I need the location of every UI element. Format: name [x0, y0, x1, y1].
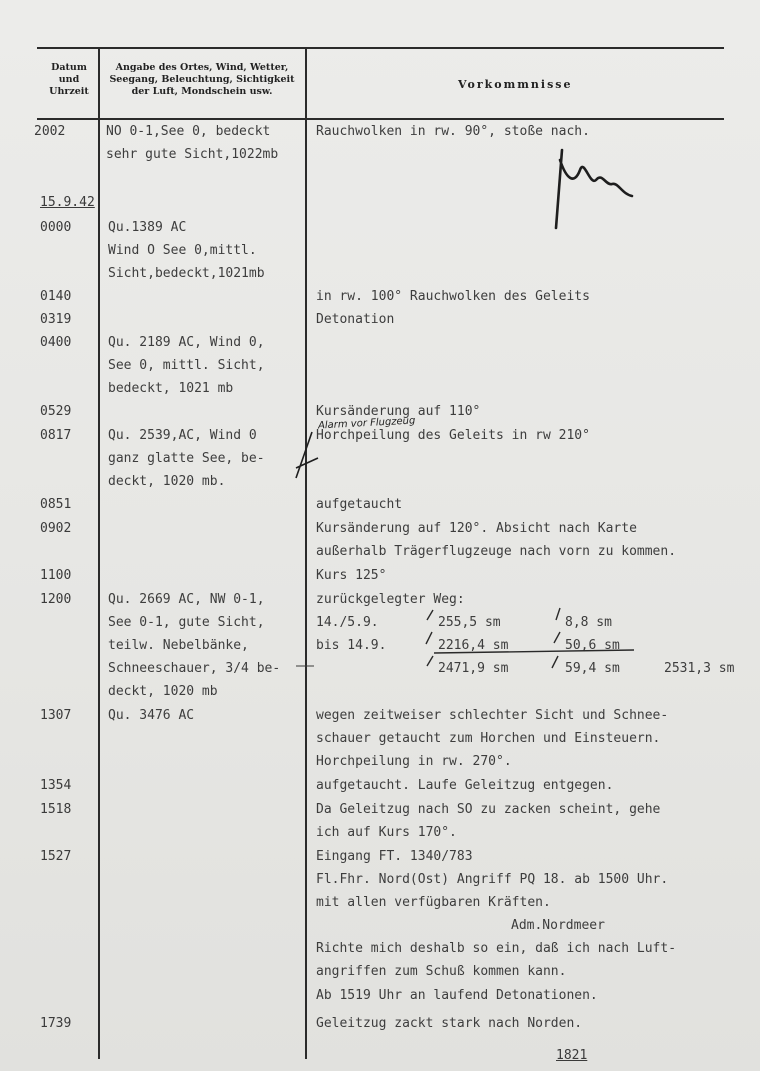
time-0319: 0319: [40, 312, 72, 327]
event-0529-line: Kursänderung auf 110°: [316, 404, 481, 419]
distance-row3-submerged: 59,4 sm: [565, 661, 620, 676]
event-2002-line: Rauchwolken in rw. 90°, stoße nach.: [316, 124, 590, 139]
time-1518: 1518: [40, 802, 72, 817]
header-place-line: Seegang, Beleuchtung, Sichtigkeit: [109, 74, 295, 85]
distance-row2-surface: 2216,4 sm: [438, 638, 509, 653]
event-1100-line: Kurs 125°: [316, 568, 387, 583]
place-1200-line: deckt, 1020 mb: [108, 684, 218, 699]
time-1354: 1354: [40, 778, 72, 793]
time-0000: 0000: [40, 220, 72, 235]
time-1527: 1527: [40, 849, 72, 864]
event-1527-line: mit allen verfügbaren Kräften.: [316, 895, 551, 910]
event-1518-line: ich auf Kurs 170°.: [316, 825, 457, 840]
event-1307-line: wegen zeitweiser schlechter Sicht und Schnee-: [316, 708, 669, 723]
place-0400-line: bedeckt, 1021 mb: [108, 381, 234, 396]
event-followup-line: Richte mich deshalb so ein, daß ich nach Luft-: [316, 941, 677, 956]
header-place-line: Angabe des Ortes, Wind, Wetter,: [115, 62, 289, 73]
place-0400-line: See 0, mittl. Sicht,: [108, 358, 265, 373]
event-1527-line: Fl.Fhr. Nord(Ost) Angriff PQ 18. ab 1500 Uhr.: [316, 872, 669, 887]
distance-row1-label: 14./5.9.: [316, 615, 379, 630]
header-place-line: der Luft, Mondschein usw.: [131, 86, 273, 97]
time-0902: 0902: [40, 521, 72, 536]
event-0319-line: Detonation: [316, 312, 395, 327]
event-1307-line: schauer getaucht zum Horchen und Einsteuern.: [316, 731, 661, 746]
place-0817-line: Qu. 2539,AC, Wind 0: [108, 428, 257, 443]
event-followup-line: angriffen zum Schuß kommen kann.: [316, 964, 567, 979]
event-0140-line: in rw. 100° Rauchwolken des Geleits: [316, 289, 590, 304]
header-date-line: Datum: [51, 62, 87, 73]
place-1200-line: Schneeschauer, 3/4 be-: [108, 661, 281, 676]
signoff: Adm.Nordmeer: [511, 918, 605, 933]
place-0000-line: Sicht,bedeckt,1021mb: [108, 266, 265, 281]
page-number: 1821: [556, 1048, 588, 1063]
signature-scribble: [556, 150, 632, 228]
tick-mark: [426, 608, 560, 668]
handwritten-note: Alarm vor Flugzeug: [317, 415, 416, 432]
event-0851-line: aufgetaucht: [316, 497, 403, 512]
time-0140: 0140: [40, 289, 72, 304]
distance-row2-label: bis 14.9.: [316, 638, 387, 653]
event-0902-line: Kursänderung auf 120°. Absicht nach Karte: [316, 521, 637, 536]
time-0817: 0817: [40, 428, 72, 443]
sum-underline: [434, 650, 634, 653]
time-1739: 1739: [40, 1016, 72, 1031]
time-2002: 2002: [34, 124, 66, 139]
header-und-line: und: [58, 74, 80, 85]
place-0817-line: ganz glatte See, be-: [108, 451, 265, 466]
header-events: Vorkommnisse: [458, 78, 573, 91]
time-1100: 1100: [40, 568, 72, 583]
event-1518-line: Da Geleitzug nach SO zu zacken scheint, gehe: [316, 802, 661, 817]
place-1200-line: teilw. Nebelbänke,: [108, 638, 249, 653]
place-1200-line: Qu. 2669 AC, NW 0-1,: [108, 592, 265, 607]
place-0400-line: Qu. 2189 AC, Wind 0,: [108, 335, 265, 350]
place-1200-line: See 0-1, gute Sicht,: [108, 615, 265, 630]
distance-total: 2531,3 sm: [664, 661, 735, 676]
event-1307-line: Horchpeilung in rw. 270°.: [316, 754, 512, 769]
event-0902-line: außerhalb Trägerflugzeuge nach vorn zu kommen.: [316, 544, 677, 559]
distance-row3-surface: 2471,9 sm: [438, 661, 509, 676]
place-2002-line: NO 0-1,See 0, bedeckt: [106, 124, 271, 139]
distance-row2-submerged: 50,6 sm: [565, 638, 620, 653]
date-15-9-42: 15.9.42: [40, 195, 95, 210]
time-0529: 0529: [40, 404, 72, 419]
distance-row1-surface: 255,5 sm: [438, 615, 501, 630]
event-0817-line: Horchpeilung des Geleits in rw 210°: [316, 428, 590, 443]
event-1354-line: aufgetaucht. Laufe Geleitzug entgegen.: [316, 778, 614, 793]
distance-row1-submerged: 8,8 sm: [565, 615, 612, 630]
place-0000-line: Qu.1389 AC: [108, 220, 187, 235]
event-1200-line: zurückgelegter Weg:: [316, 592, 465, 607]
time-0851: 0851: [40, 497, 72, 512]
place-0000-line: Wind O See 0,mittl.: [108, 243, 257, 258]
place-1307-line: Qu. 3476 AC: [108, 708, 195, 723]
place-0817-line: deckt, 1020 mb.: [108, 474, 226, 489]
time-1307: 1307: [40, 708, 72, 723]
event-1527-line: Eingang FT. 1340/783: [316, 849, 473, 864]
header-time-line: Uhrzeit: [49, 86, 89, 97]
event-followup-line: Ab 1519 Uhr an laufend Detonationen.: [316, 988, 598, 1003]
time-1200: 1200: [40, 592, 72, 607]
event-1739-line: Geleitzug zackt stark nach Norden.: [316, 1016, 583, 1031]
correction-mark: [296, 432, 318, 478]
time-0400: 0400: [40, 335, 72, 350]
place-2002-line: sehr gute Sicht,1022mb: [106, 147, 279, 162]
